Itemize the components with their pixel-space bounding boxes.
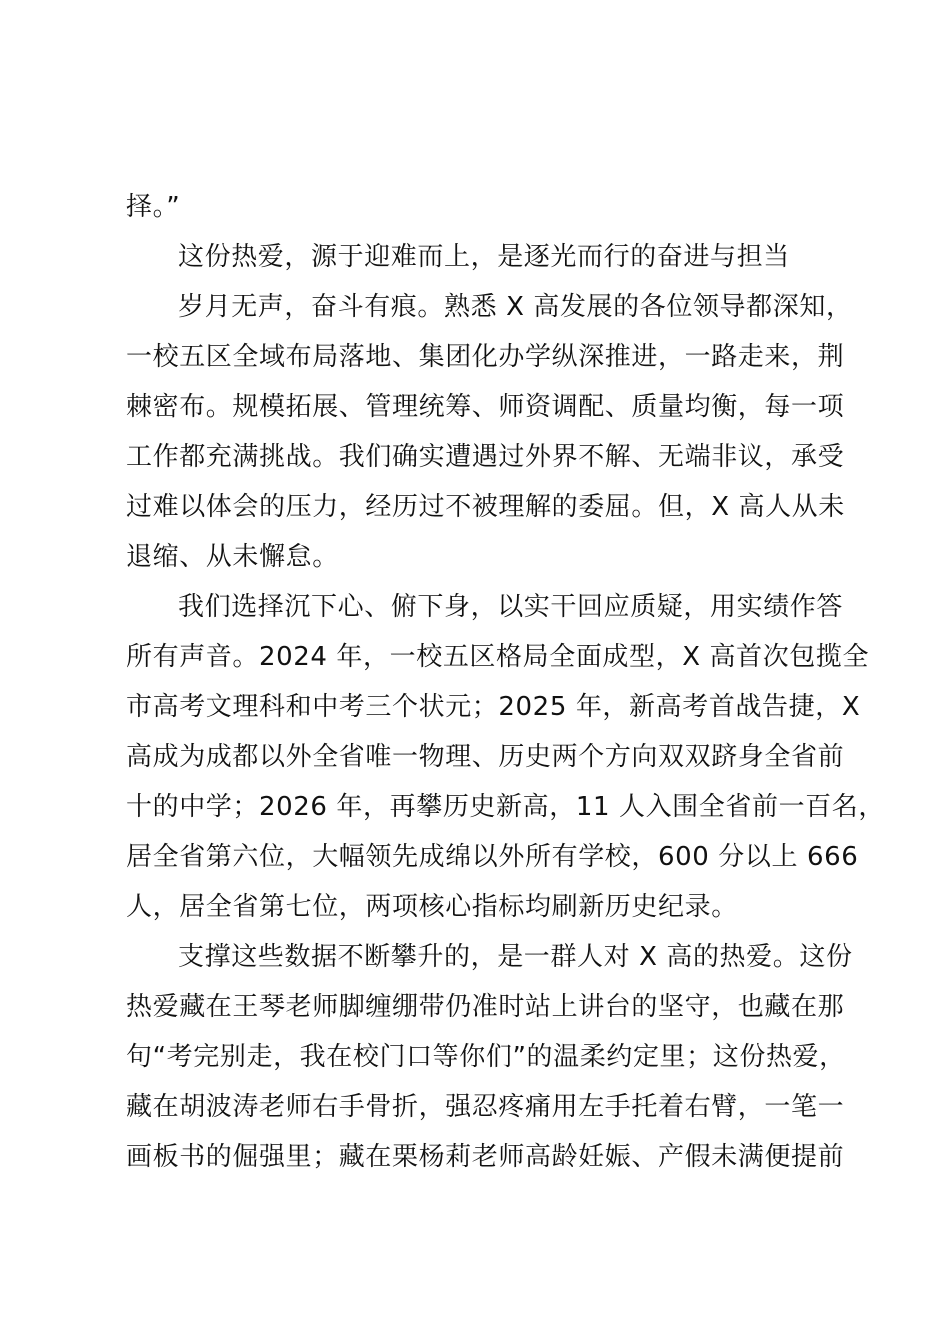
text-line: 高成为成都以外全省唯一物理、历史两个方向双双跻身全省前 xyxy=(126,742,845,772)
text-line: 工作都充满挑战。我们确实遭遇过外界不解、无端非议，承受 xyxy=(126,442,845,472)
text-line: 我们选择沉下心、俯下身，以实干回应质疑，用实绩作答 xyxy=(178,592,844,622)
text-line: 所有声音。2024 年，一校五区格局全面成型，X 高首次包揽全 xyxy=(126,642,870,672)
text-line: 过难以体会的压力，经历过不被理解的委屈。但，X 高人从未 xyxy=(126,492,845,522)
text-line: 退缩、从未懈怠。 xyxy=(126,542,339,572)
text-line: 市高考文理科和中考三个状元；2025 年，新高考首战告捷，X xyxy=(126,692,861,722)
text-line: 一校五区全域布局落地、集团化办学纵深推进，一路走来，荆 xyxy=(126,342,845,372)
text-line: 十的中学；2026 年，再攀历史新高，11 人入围全省前一百名， xyxy=(126,792,885,822)
text-line: 句“考完别走，我在校门口等你们”的温柔约定里；这份热爱， xyxy=(126,1042,846,1072)
document-body xyxy=(126,182,885,1182)
section-heading: 这份热爱，源于迎难而上，是逐光而行的奋进与担当 xyxy=(178,242,790,272)
text-line: 画板书的倔强里；藏在栗杨莉老师高龄妊娠、产假未满便提前 xyxy=(126,1142,845,1172)
text-line: 支撑这些数据不断攀升的，是一群人对 X 高的热爱。这份 xyxy=(178,942,853,972)
text-line: 人，居全省第七位，两项核心指标均刷新历史纪录。 xyxy=(126,892,738,922)
text-line: 居全省第六位，大幅领先成绵以外所有学校，600 分以上 666 xyxy=(126,842,859,872)
text-line: 择。” xyxy=(126,192,181,222)
text-line: 岁月无声，奋斗有痕。熟悉 X 高发展的各位领导都深知， xyxy=(178,292,853,322)
text-line: 热爱藏在王琴老师脚缠绷带仍准时站上讲台的坚守，也藏在那 xyxy=(126,992,845,1022)
text-line: 棘密布。规模拓展、管理统筹、师资调配、质量均衡，每一项 xyxy=(126,392,845,422)
text-line: 藏在胡波涛老师右手骨折，强忍疼痛用左手托着右臂，一笔一 xyxy=(126,1092,845,1122)
